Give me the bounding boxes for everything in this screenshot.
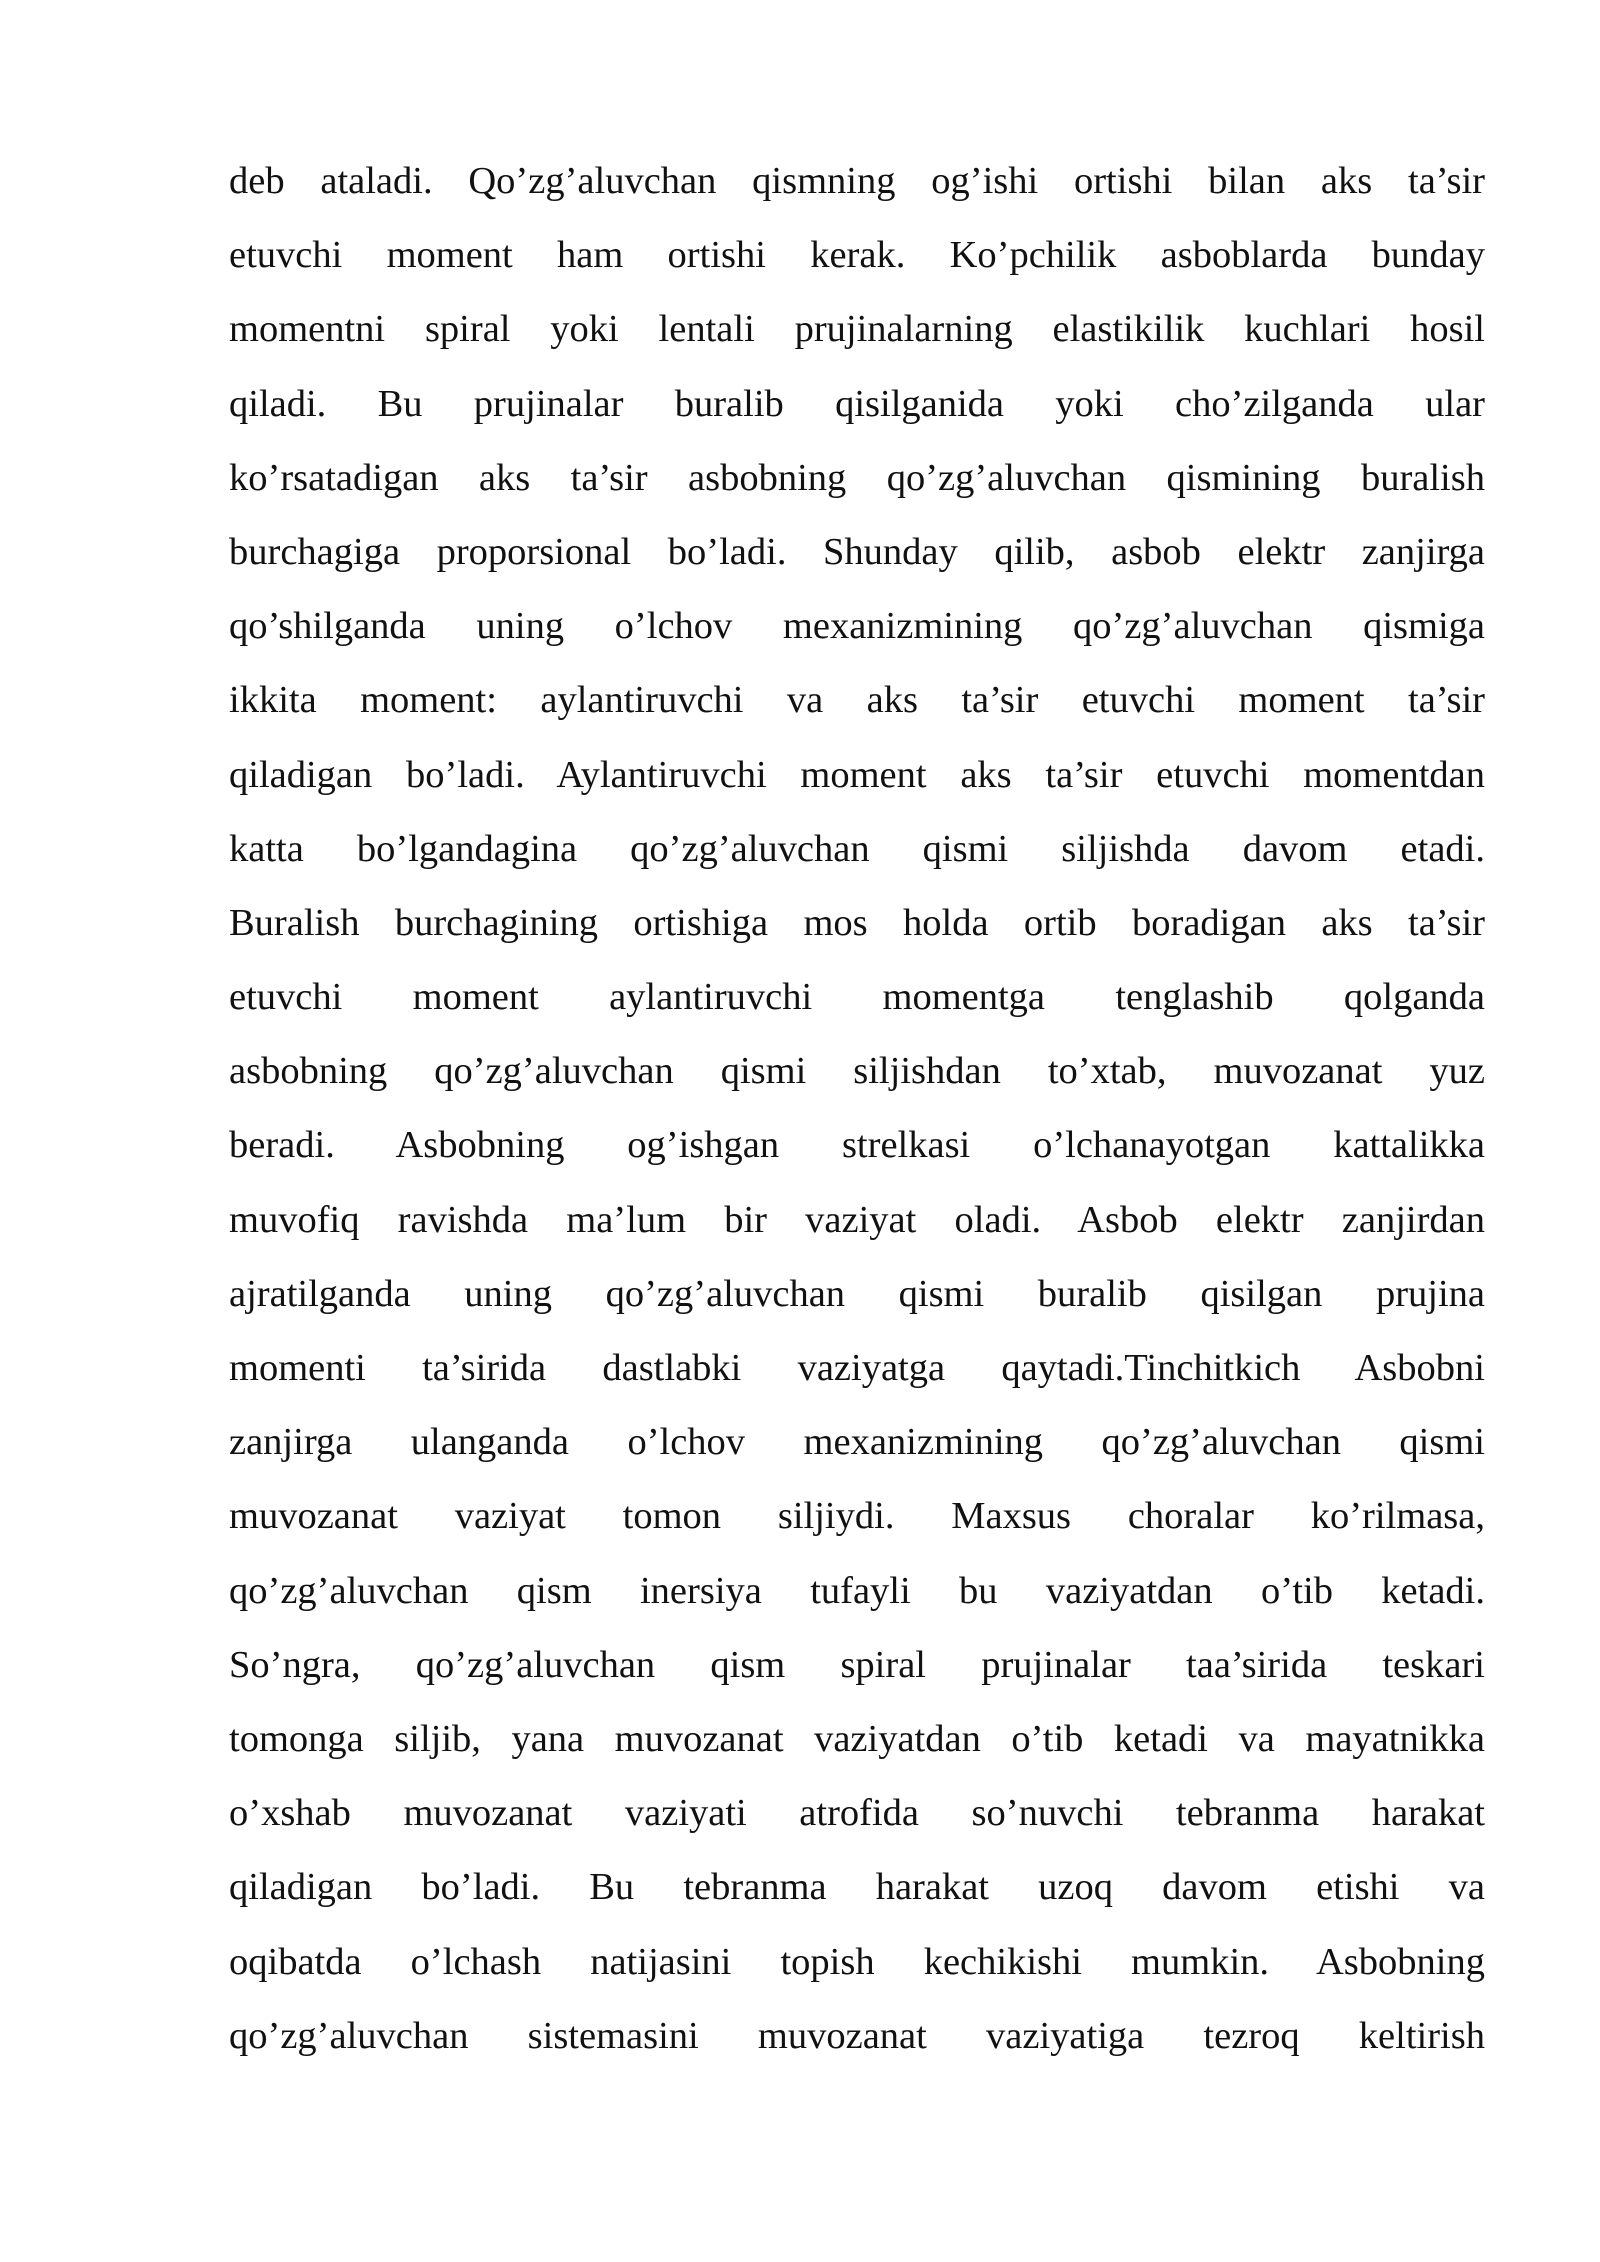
text-line: katta bo’lgandagina qo’zg’aluvchan qismi siljishda davom etadi. <box>229 827 1485 870</box>
text-line: o’xshab muvozanat vaziyati atrofida so’nuvchi tebranma harakat <box>229 1792 1485 1835</box>
text-line: qiladigan bo’ladi. Bu tebranma harakat uzoq davom etishi va <box>229 1866 1485 1909</box>
text-line: ko’rsatadigan aks ta’sir asbobning qo’zg’aluvchan qismining buralish <box>229 456 1485 499</box>
text-line: muvozanat vaziyat tomon siljiydi. Maxsus choralar ko’rilmasa, <box>229 1495 1485 1538</box>
text-line: ikkita moment: aylantiruvchi va aks ta’sir etuvchi moment ta’sir <box>229 679 1485 722</box>
text-line: qiladi. Bu prujinalar buralib qisilganida yoki cho’zilganda ular <box>229 382 1485 425</box>
text-line: burchagiga proporsional bo’ladi. Shunday qilib, asbob elektr zanjirga <box>229 530 1485 573</box>
text-line: deb ataladi. Qo’zg’aluvchan qismning og’ishi ortishi bilan aks ta’sir <box>229 160 1485 202</box>
text-line: qo’zg’aluvchan qism inersiya tufayli bu vaziyatdan o’tib ketadi. <box>229 1569 1485 1612</box>
text-line: qo’zg’aluvchan sistemasini muvozanat vaziyatiga tezroq keltirish <box>229 2014 1485 2057</box>
text-line: tomonga siljib, yana muvozanat vaziyatdan o’tib ketadi va mayatnikka <box>229 1717 1485 1760</box>
text-line: momentni spiral yoki lentali prujinalarning elastikilik kuchlari hosil <box>229 308 1485 351</box>
text-line: etuvchi moment aylantiruvchi momentga tenglashib qolganda <box>229 976 1485 1019</box>
text-line: beradi. Asbobning og’ishgan strelkasi o’lchanayotgan kattalikka <box>229 1124 1485 1167</box>
body-paragraph <box>229 144 1485 2073</box>
text-line: muvofiq ravishda ma’lum bir vaziyat oladi. Asbob elektr zanjirdan <box>229 1198 1485 1241</box>
text-line: zanjirga ulanganda o’lchov mexanizmining qo’zg’aluvchan qismi <box>229 1421 1485 1464</box>
text-line: asbobning qo’zg’aluvchan qismi siljishdan to’xtab, muvozanat yuz <box>229 1050 1485 1093</box>
text-line: etuvchi moment ham ortishi kerak. Ko’pchilik asboblarda bunday <box>229 234 1485 277</box>
text-line: oqibatda o’lchash natijasini topish kechikishi mumkin. Asbobning <box>229 1940 1485 1983</box>
text-line: qo’shilganda uning o’lchov mexanizmining qo’zg’aluvchan qismiga <box>229 605 1485 648</box>
text-line: qiladigan bo’ladi. Aylantiruvchi moment aks ta’sir etuvchi momentdan <box>229 753 1485 796</box>
text-line: momenti ta’sirida dastlabki vaziyatga qaytadi.Tinchitkich Asbobni <box>229 1347 1485 1389</box>
text-line: ajratilganda uning qo’zg’aluvchan qismi buralib qisilgan prujina <box>229 1272 1485 1315</box>
text-line: Buralish burchagining ortishiga mos holda ortib boradigan aks ta’sir <box>229 901 1485 944</box>
text-line: So’ngra, qo’zg’aluvchan qism spiral prujinalar taa’sirida teskari <box>229 1643 1485 1686</box>
